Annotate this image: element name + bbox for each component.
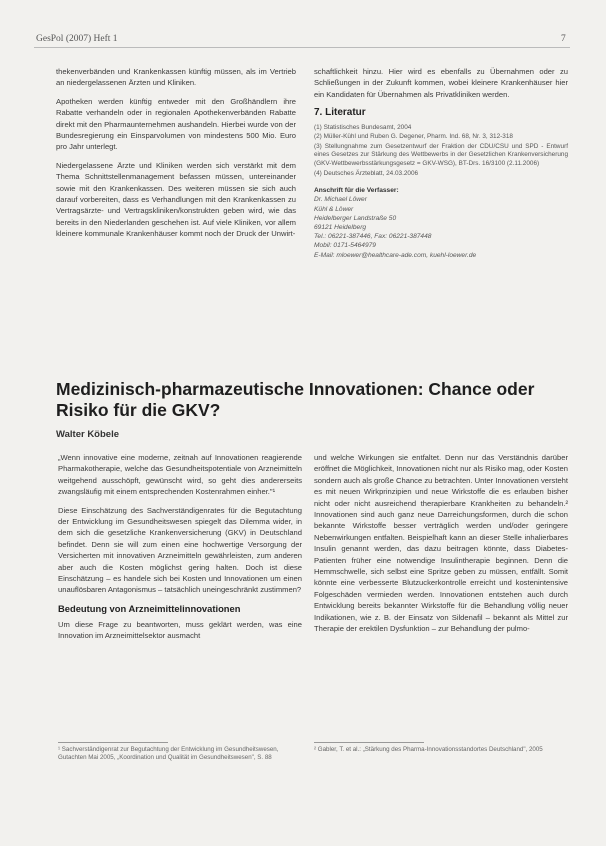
header-rule: [34, 47, 570, 48]
paragraph: thekenverbänden und Krankenkassen künftig müssen, als im Vertrieb an niedergelassenen Ärzten und Kliniken.: [56, 67, 296, 88]
paragraph: Diese Einschätzung des Sachverständigenrates für die Begutachtung der Entwicklung im Gesundheitswesen spiegelt das Dilemma wider, in dem sich die gesetzliche Krankenversicherung (GKV) in Deutschland befindet. Denn sie will zum einen eine hochwertige Versorgung der Versicherten mit innovativen Arzneimitteln gewährleisten, zum anderen aber auch die Kosten möglichst gering halten. Doch ist diese Einschätzung – es handele sich bei Kosten und Innovationen um einen unauflösbaren Antagonismus – tatsächlich uneingeschränkt zustimmen?: [58, 505, 302, 595]
footnote: ² Gabler, T. et al.: „Stärkung des Pharma-Innovationsstandortes Deutschland", 2005: [314, 746, 543, 753]
bottom-left-column: [58, 452, 302, 649]
contact-label: Anschrift für die Verfasser:: [314, 187, 399, 195]
article-author: Walter Köbele: [56, 429, 119, 440]
contact-mobile: Mobil: 0171-5464979: [314, 242, 376, 250]
contact-street: Heidelberger Landstraße 50: [314, 214, 397, 222]
reference-item: (3) Stellungnahme zum Gesetzentwurf der Fraktion der CDU/CSU und SPD - Entwurf eines Gesetzes zur Stärkung des Wettbewerbs in der Gesetzlichen Krankenversicherung (GKV-Wettbewerbsstärkungsgesetz = GKV-WSG), BT-Drs. 16/3100 (2.11.2006): [314, 142, 568, 167]
top-right-column: [314, 66, 568, 260]
top-left-column: [56, 66, 296, 247]
article-title: Medizinisch-pharmazeutische Innovationen: Chance oder Risiko für die GKV?: [56, 379, 535, 420]
contact-company: Kühl & Löwer: [314, 205, 354, 213]
contact-phone: Tel.: 06221-387446, Fax: 06221-387448: [314, 233, 432, 241]
reference-item: (4) Deutsches Ärzteblatt, 24.03.2006: [314, 169, 419, 177]
footnote-rule: [314, 742, 424, 743]
contact-email: E-Mail: mloewer@healthcare-ade.com, kuehl-loewer.de: [314, 251, 477, 259]
reference-item: (2) Müller-Kühl und Ruben G. Degener, Pharm. Ind. 68, Nr. 3, 312-318: [314, 133, 513, 141]
paragraph: Apotheken werden künftig entweder mit den Großhändlern ihre Rabatte verhandeln oder in regionalen Apothekenverbänden Rabatte direkt mit den Pharmaunternehmen aushandeln. Hierbei wurde von der Bundesregierung ein Einsparvolumen von mindestens 500 Mio. Euro pro Jahr unterlegt.: [56, 96, 296, 152]
paragraph: und welche Wirkungen sie entfaltet. Denn nur das Verständnis darüber eröffnet die Möglichkeit, Innovationen nicht nur als Risiko mag, oder Kosten sondern auch als große Chance zu betrachten. Unter Innovationen versteht es mit neuen Wirkprinzipien und neue Wirkstoffe die es erlauben bisher nicht oder nicht ausreichend therapierbare Krankheiten zu behandeln.² Innovationen sind auch ganz neue Darreichungsformen, durch die schon bekannte Wirkstoffe besser verträglich werden und/oder geringere Nebenwirkungen entfalten. Beispielhaft kann an dieser Stelle inhalierbares Insulin genannt werden, das dazu beitragen könnte, dass Diabetes-Patienten früher eine notwendige Insulintherapie beginnen. Denn die Hemmschwelle, sich selbst eine Spritze geben zu müssen, entfällt. Somit könnte eine verbesserte Blutzuckerkontrolle erreicht und kostenintensive Folgeschäden vermieden werden. Innovationen entstehen auch durch Entwicklung bereits bekannter Wirkstoffe für die Behandlung völlig neuer Indikationen, wie z. B. der Einsatz von Sildenafil – bekannt als Mittel zur Therapie der erektilen Dysfunktion – zur Behandlung der pulmo-: [314, 453, 568, 634]
bottom-right-column: [314, 452, 568, 642]
reference-item: (1) Statistisches Bundesamt, 2004: [314, 123, 412, 131]
contact-name: Dr. Michael Löwer: [314, 196, 367, 204]
footnote: ¹ Sachverständigenrat zur Begutachtung der Entwicklung im Gesundheitswesen, Gutachten Mai 2005, „Koordination und Qualität im Gesundheitswesen", S. 88: [58, 746, 279, 762]
author-contact: [314, 186, 568, 260]
paragraph: Um diese Frage zu beantworten, muss geklärt werden, was eine Innovation im Arzneimittelsektor ausmacht: [58, 619, 302, 641]
running-head: GesPol (2007) Heft 1: [36, 34, 118, 44]
references-heading: 7. Literatur: [314, 107, 366, 119]
reference-list: [314, 124, 568, 179]
page-number: 7: [561, 34, 566, 44]
contact-city: 69121 Heidelberg: [314, 224, 367, 231]
paragraph: „Wenn innovative eine moderne, zeitnah auf Innovationen reagierende Pharmakotherapie, welche das Gesundheitspotentiale von Arzneimitteln weitgehend ausschöpft, gewünscht wird, so geht dies andererseits zwangsläufig mit einem entsprechenden Kostenrahmen einher."¹: [58, 453, 302, 497]
footnote-rule: [58, 742, 168, 743]
paragraph: Niedergelassene Ärzte und Kliniken werden sich verstärkt mit dem Thema Schnittstellenmanagement befassen müssen, untereinander sowie mit den Krankenkassen. Des weiteren müssen sie sich auch darauf vorbereiten, dass es Verhandlungen mit den Krankenkassen zu Vertragsärzte- und Vertragskliniken/konstrukten geben wird, wie das bereits in den Niederlanden geschehen ist. Auf viele Kliniken, vor allem kleinere kommunale Krankenhäuser kommt noch der Druck der Unwirt-: [56, 160, 296, 239]
paragraph: schaftlichkeit hinzu. Hier wird es ebenfalls zu Übernahmen oder zu Schließungen in der Zukunft kommen, wobei kleinere Krankenhäuser hier ein Kandidaten für Übernahmen als Privatkliniken werden.: [314, 67, 568, 99]
section-subheading: Bedeutung von Arzneimittelinnovationen: [58, 602, 241, 614]
